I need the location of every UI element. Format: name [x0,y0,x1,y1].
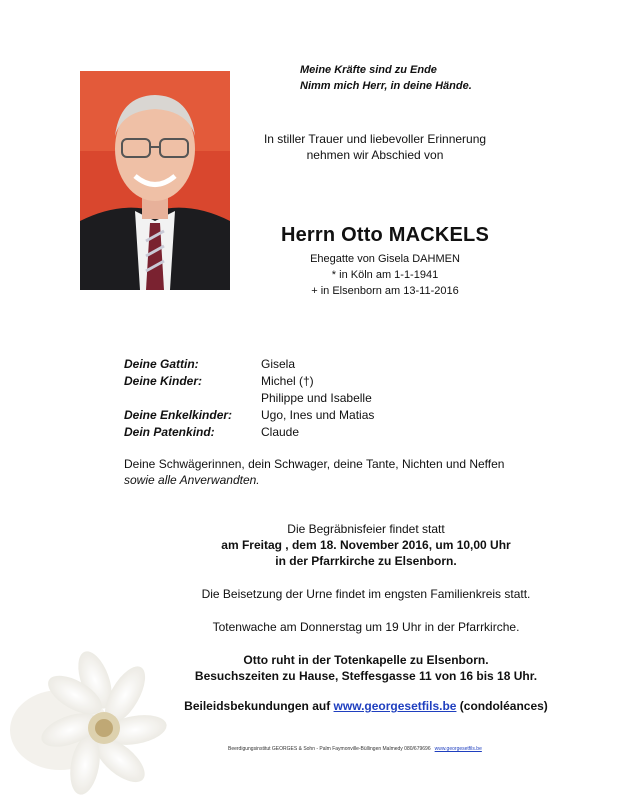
condolences-line [136,699,596,713]
relatives-text [124,456,564,488]
family-row [124,390,544,407]
funeral-line-3: in der Pfarrkirche zu Elsenborn. [275,554,457,568]
family-value: Claude [261,425,300,439]
memorial-quote [300,62,560,94]
burial-info: Die Beisetzung der Urne findet im engsten Familienkreis statt. [201,587,531,601]
family-row [124,424,544,441]
condolences-suffix: (condoléances) [456,699,548,713]
family-row [124,373,544,390]
intro-text [255,131,495,163]
family-value: Philippe und Isabelle [261,391,372,405]
family-value: Ugo, Ines und Matias [261,408,375,422]
condolences-prefix: Beileidsbekundungen auf [184,699,334,713]
visiting-info [136,652,596,684]
funeral-line-2: am Freitag , dem 18. November 2016, um 10,00 Uhr [221,538,511,552]
relatives-line-1: Deine Schwägerinnen, dein Schwager, deine Tante, Nichten und Neffen [124,457,505,471]
family-value: Gisela [261,357,296,371]
quote-line-2: Nimm mich Herr, in deine Hände. [300,80,472,92]
spouse-line: Ehegatte von Gisela DAHMEN [310,253,460,265]
rest-line: Otto ruht in der Totenkapelle zu Elsenborn. [243,653,489,667]
death-line: + in Elsenborn am 13-11-2016 [311,285,459,297]
family-label: Deine Kinder: [124,374,203,388]
family-label: Dein Patenkind: [124,425,215,439]
family-label [124,390,261,407]
family-label: Deine Gattin: [124,357,199,371]
relatives-line-2: sowie alle Anverwandten. [124,473,260,487]
family-label: Deine Enkelkinder: [124,408,233,422]
condolences-link[interactable]: www.georgesetfils.be [333,699,457,713]
family-list [124,356,544,441]
deceased-name: Herrn Otto MACKELS [280,224,490,246]
funeral-line-1: Die Begräbnisfeier findet statt [287,522,445,536]
deceased-details [250,251,520,299]
footer-link[interactable]: www.georgesetfils.be [434,746,482,752]
funeral-info [136,521,596,569]
intro-line-1: In stiller Trauer und liebevoller Erinnerung [263,132,487,146]
family-row [124,356,544,373]
family-row [124,407,544,424]
visiting-hours-line: Besuchszeiten zu Hause, Steffesgasse 11 von 16 bis 18 Uhr. [194,669,538,683]
footer [228,746,568,752]
wake-info: Totenwache am Donnerstag um 19 Uhr in der Pfarrkirche. [212,620,520,634]
intro-line-2: nehmen wir Abschied von [306,148,444,162]
portrait-photo [80,71,230,290]
birth-line: * in Köln am 1-1-1941 [331,269,439,281]
quote-line-1: Meine Kräfte sind zu Ende [300,64,437,76]
family-value: Michel (†) [261,374,314,388]
footer-text: Beerdigungsinstitut GEORGES & Sohn - Palm Faymonville-Büllingen Malmedy 080/679696 [228,746,431,752]
